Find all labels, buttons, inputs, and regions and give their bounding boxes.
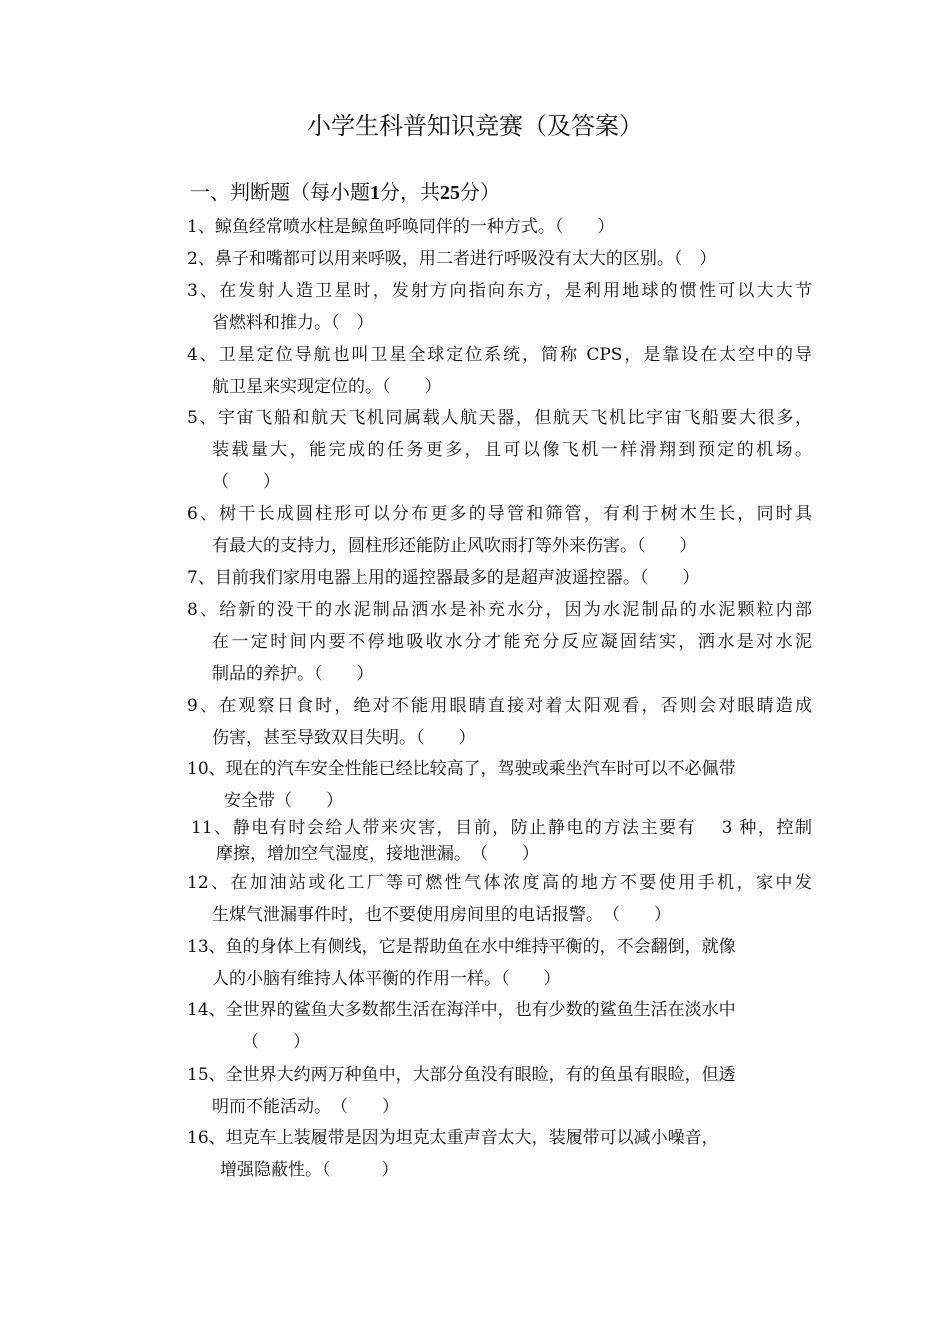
question-11 [191, 815, 812, 867]
question-9 [187, 691, 812, 753]
question-line: （ ） [212, 472, 280, 492]
section-heading-suffix: 分） [460, 180, 500, 204]
question-line: 8、给新的没干的水泥制品洒水是补充水分，因为水泥制品的水泥颗粒内部 [187, 600, 812, 620]
section-heading-total: 25 [440, 182, 460, 204]
question-line: 12、在加油站或化工厂等可燃性气体浓度高的地方不要使用手机，家中发 [187, 873, 812, 893]
question-line: 伤害，甚至导致双目失明。（ ） [212, 728, 476, 748]
question-line: 6、树干长成圆柱形可以分布更多的导管和筛管，有利于树木生长，同时具 [187, 504, 812, 524]
question-7 [187, 563, 812, 593]
document-title: 小学生科普知识竞赛（及答案） [307, 112, 643, 140]
question-line: 生煤气泄漏事件时，也不要使用房间里的电话报警。 （ ） [212, 905, 671, 925]
question-5 [187, 403, 812, 497]
question-line: （ ） [242, 1032, 310, 1052]
question-line: 航卫星来实现定位的。（ ） [212, 377, 442, 397]
question-line: 明而不能活动。 （ ） [212, 1097, 399, 1117]
question-line: 14、全世界的鲨鱼大多数都生活在海洋中，也有少数的鲨鱼生活在淡水中 [187, 1000, 736, 1020]
question-line: 4、卫星定位导航也叫卫星全球定位系统，简称 CPS，是靠设在太空中的导 [187, 345, 812, 365]
question-line: 2、鼻子和嘴都可以用来呼吸，用二者进行呼吸没有太大的区别。（ ） [187, 249, 717, 269]
question-line: 16、坦克车上装履带是因为坦克太重声音太大，装履带可以减小噪音， [187, 1128, 719, 1148]
section-heading-point: 1 [370, 182, 380, 204]
question-line: 安全带（ ） [224, 791, 343, 811]
question-line: 3、在发射人造卫星时，发射方向指向东方，是利用地球的惯性可以大大节 [187, 281, 812, 301]
question-3 [187, 276, 812, 338]
question-14 [187, 995, 812, 1057]
question-line: 装载量大，能完成的任务更多，且可以像飞机一样滑翔到预定的机场。 [212, 440, 812, 460]
question-line: 15、全世界大约两万种鱼中，大部分鱼没有眼睑，有的鱼虽有眼睑，但透 [187, 1065, 736, 1085]
question-line: 11、静电有时会给人带来灾害，目前，防止静电的方法主要有 3 种，控制 [191, 818, 812, 838]
question-16 [187, 1123, 812, 1185]
question-6 [187, 499, 812, 561]
question-line: 10、现在的汽车安全性能已经比较高了，驾驶或乘坐汽车时可以不必佩带 [187, 759, 736, 779]
question-8 [187, 595, 812, 689]
question-15 [187, 1060, 812, 1122]
question-line: 9、在观察日食时，绝对不能用眼睛直接对着太阳观看，否则会对眼睛造成 [187, 696, 812, 716]
question-line: 摩擦，增加空气湿度，接地泄漏。 （ ） [216, 844, 539, 864]
question-4 [187, 340, 812, 402]
question-line: 1、鲸鱼经常喷水柱是鲸鱼呼唤同伴的一种方式。（ ） [187, 217, 615, 237]
section-heading [190, 176, 500, 209]
question-1 [187, 212, 812, 242]
question-12 [187, 868, 812, 930]
question-line: 省燃料和推力。（ ） [212, 313, 374, 333]
question-2 [187, 244, 812, 274]
section-heading-prefix: 一、判断题（每小题 [190, 180, 370, 204]
question-line: 5、宇宙飞船和航天飞机同属载人航天器，但航天飞机比宇宙飞船要大很多， [187, 408, 812, 428]
question-line: 有最大的支持力，圆柱形还能防止风吹雨打等外来伤害。（ ） [212, 536, 697, 556]
question-line: 13、鱼的身体上有侧线，它是帮助鱼在水中维持平衡的，不会翻倒，就像 [187, 937, 736, 957]
question-line: 增强隐蔽性。（ ） [220, 1160, 399, 1180]
question-10 [187, 754, 812, 816]
question-line: 制品的养护。（ ） [212, 664, 374, 684]
question-13 [187, 932, 812, 994]
section-heading-mid: 分，共 [380, 180, 440, 204]
question-line: 7、目前我们家用电器上用的遥控器最多的是超声波遥控器。（ ） [187, 568, 700, 588]
question-line: 人的小脑有维持人体平衡的作用一样。（ ） [212, 969, 561, 989]
question-line: 在一定时间内要不停地吸收水分才能充分反应凝固结实，洒水是对水泥 [212, 632, 812, 652]
